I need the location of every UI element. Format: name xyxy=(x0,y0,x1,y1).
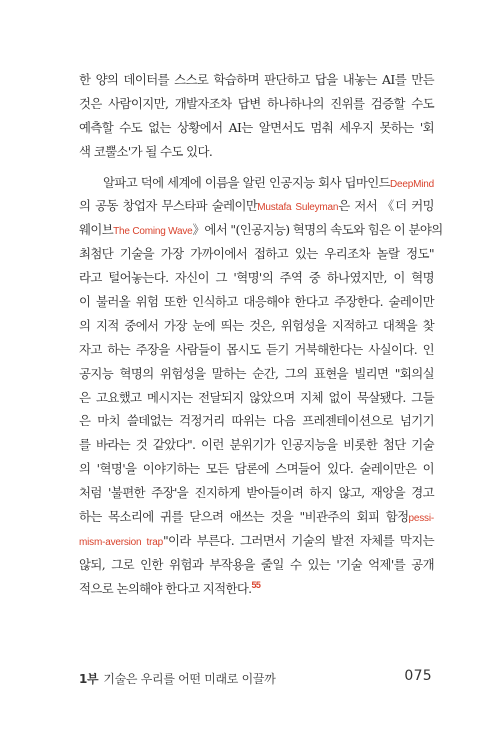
text-span: 적으로 논의해야 한다고 지적한다. xyxy=(79,580,252,596)
text-span: 를 바라는 것 같았다". 이런 분위기가 인공지능을 비롯한 첨단 기술 xyxy=(79,437,434,453)
text-span: 라고 털어놓는다. 자신이 그 '혁명'의 주역 중 하나였지만, 이 혁명 xyxy=(79,270,434,286)
original-term: mism-aversion trap xyxy=(79,536,163,548)
text-span: 자고 하는 주장을 사람들이 몹시도 듣기 거북해한다는 사실이다. 인 xyxy=(79,341,434,357)
text-span: 색 코뿔소'가 될 수도 있다. xyxy=(79,143,213,159)
text-span: 웨이브 xyxy=(79,222,114,238)
text-span: 최첨단 기술을 가장 가까이에서 접하고 있는 우리조차 놀랄 정도" xyxy=(79,246,434,262)
text-line xyxy=(79,481,434,505)
text-span: 것은 사람이지만, 개발자조차 답변 하나하나의 진위를 검증할 수도 xyxy=(79,95,434,111)
text-line xyxy=(79,290,434,314)
text-line xyxy=(79,433,434,457)
text-span: 은 저서 《더 커밍 xyxy=(338,198,434,214)
page-number: 075 xyxy=(404,668,432,684)
text-line xyxy=(79,68,434,92)
text-line xyxy=(79,553,434,577)
text-line xyxy=(79,266,434,290)
text-span: 의 지적 중에서 가장 눈에 띄는 것은, 위험성을 지적하고 대책을 찾 xyxy=(79,317,434,333)
text-line xyxy=(79,242,434,266)
text-span: 은 고요했고 메시지는 전달되지 않았으며 지체 없이 묵살됐다. 그들 xyxy=(79,389,434,405)
text-span: 하는 목소리에 귀를 닫으려 애쓰는 것을 "비관주의 회피 함정 xyxy=(79,509,409,525)
text-span: 》에서 "(인공지능) 혁명의 속도와 힘은 이 분야의 xyxy=(192,222,443,238)
page-footer xyxy=(79,670,432,690)
text-span: 알파고 덕에 세계에 이름을 알린 인공지능 회사 딥마인드 xyxy=(103,174,391,190)
text-line xyxy=(79,577,434,601)
text-line xyxy=(79,386,434,410)
text-line xyxy=(79,116,434,140)
text-line xyxy=(79,409,434,433)
text-line xyxy=(79,140,434,164)
text-span: 예측할 수도 없는 상황에서 AI는 알면서도 멈춰 세우지 못하는 '회 xyxy=(79,119,434,135)
text-span: 이 불러올 위험 또한 인식하고 대응해야 한다고 주장한다. 술레이만 xyxy=(79,294,434,310)
original-term: The Coming Wave xyxy=(113,226,193,238)
original-term: DeepMind xyxy=(390,178,434,190)
text-line xyxy=(79,314,434,338)
text-line xyxy=(79,171,434,195)
footnote-marker: 55 xyxy=(251,579,261,590)
part-label: 1부 xyxy=(79,672,99,686)
text-line xyxy=(79,218,443,242)
text-line xyxy=(79,362,434,386)
text-span: 처럼 '불편한 주장'을 진지하게 받아들이려 하지 않고, 재앙을 경고 xyxy=(79,485,434,501)
text-line xyxy=(79,457,434,481)
chapter-title: 기술은 우리를 어떤 미래로 이끌까 xyxy=(103,672,276,686)
text-span: 공지능 혁명의 위험성을 말하는 순간, 그의 표현을 빌리면 "회의실 xyxy=(79,365,434,381)
text-span: 의 '혁명'을 이야기하는 모든 담론에 스며들어 있다. 술레이만은 이 xyxy=(79,461,434,477)
text-line xyxy=(79,505,434,529)
original-term: Mustafa Suleyman xyxy=(257,202,339,214)
text-line xyxy=(79,194,434,218)
running-header xyxy=(79,670,276,687)
text-span: 한 양의 데이터를 스스로 학습하며 판단하고 답을 내놓는 AI를 만든 xyxy=(79,72,434,87)
original-term: pessi- xyxy=(408,513,434,525)
body-text xyxy=(79,68,443,601)
text-line xyxy=(79,338,434,362)
text-line xyxy=(79,529,434,553)
text-span: 의 공동 창업자 무스타파 술레이만 xyxy=(79,198,258,214)
text-span: 않되, 그로 인한 위험과 부작용을 줄일 수 있는 '기술 억제'를 공개 xyxy=(79,556,434,572)
text-line xyxy=(79,92,434,116)
text-span: "이라 부른다. 그러면서 기술의 발전 자체를 막지는 xyxy=(162,532,434,548)
text-span: 은 마치 쓸데없는 걱정거리 따위는 다음 프레젠테이션으로 넘기기 xyxy=(79,413,434,429)
